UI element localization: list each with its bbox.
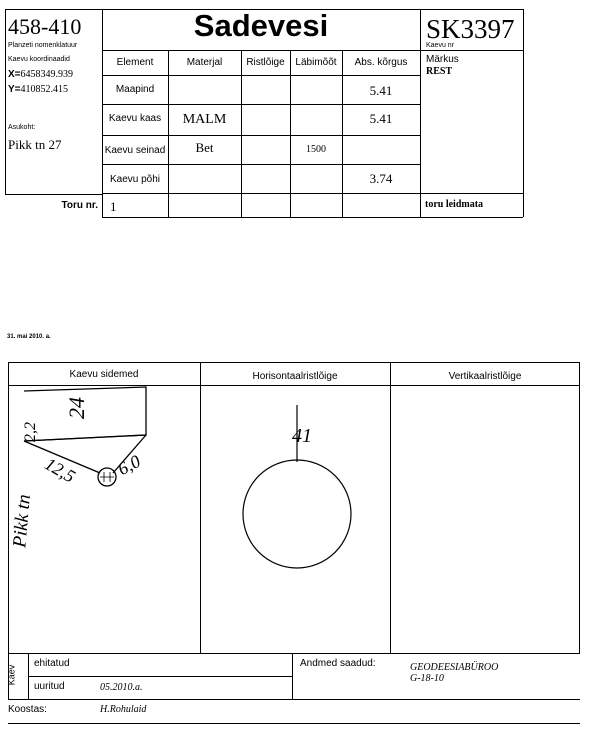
surveyed-label: uuritud [34, 681, 65, 692]
table-row-element: Kaevu kaas [108, 113, 162, 124]
location-label: Asukoht: [8, 124, 36, 131]
surveyed-value: 05.2010.a. [100, 682, 143, 693]
table-cell-diameter: 1500 [306, 144, 326, 155]
col-header-remark: Märkus [426, 54, 459, 65]
dim-left-label: 12,5 [41, 453, 79, 487]
sheet-nomenclature: 458-410 [8, 14, 82, 39]
dim-right-label: 6,0 [114, 450, 144, 480]
col-header-material: Materjal [186, 57, 223, 68]
location-value: Pikk tn 27 [8, 137, 62, 152]
pipe-remark: toru leidmata [425, 199, 484, 210]
table-row-element: Maapind [115, 84, 155, 95]
section-connections-title: Kaevu sidemed [69, 369, 139, 380]
dim-top-label: 24 [64, 397, 89, 419]
document-date: 31. mai 2010. a. [7, 334, 51, 340]
table-cell-abs: 5.41 [369, 111, 393, 126]
table-cell-abs: 5.41 [369, 83, 393, 98]
street-label: Pikk tn [9, 493, 35, 549]
coords-label: Kaevu koordinaadid [8, 56, 70, 63]
page-title: Sadevesi [193, 8, 329, 43]
table-row-element: Kaevu seinad [104, 145, 166, 156]
table-cell-material: MALM [182, 112, 227, 127]
table-row-element: Kaevu põhi [109, 174, 161, 185]
section-horizontal-title: Horisontaalristlõige [252, 371, 338, 382]
coord-y: Y=410852.415 [8, 84, 69, 95]
pipe-label: Toru nr. [61, 200, 98, 211]
well-number: SK3397 [426, 14, 515, 44]
section-vertical-title: Vertikaalristlõige [448, 371, 522, 382]
table-cell-material: Bet [195, 140, 214, 155]
built-label: ehitatud [34, 658, 70, 669]
col-header-cross-section: Ristlõige [246, 57, 285, 68]
col-header-element: Element [116, 57, 154, 68]
data-source-label: Andmed saadud: [300, 658, 376, 669]
footer-side-label: Kaev [6, 664, 17, 686]
table-cell-abs: 3.74 [369, 171, 393, 186]
remark-value: REST [426, 66, 453, 77]
compiled-label: Koostas: [8, 704, 47, 715]
pipe-number: 1 [110, 199, 117, 214]
data-source-line1: GEODEESIABÜROO [410, 662, 499, 673]
dim-side-label: 2,2 [22, 422, 39, 442]
data-source-line2: G-18-10 [410, 673, 444, 684]
coord-x: X=6458349.939 [8, 69, 74, 80]
sheet-nomenclature-label: Planzeti nomenklatuur [8, 42, 78, 49]
well-number-label: Kaevu nr [426, 42, 455, 49]
col-header-abs-height: Abs. kõrgus [354, 57, 408, 68]
horizontal-mark-label: 41 [292, 425, 312, 447]
col-header-diameter: Läbimõõt [295, 57, 337, 68]
compiled-value: H.Rohulaid [100, 704, 147, 715]
